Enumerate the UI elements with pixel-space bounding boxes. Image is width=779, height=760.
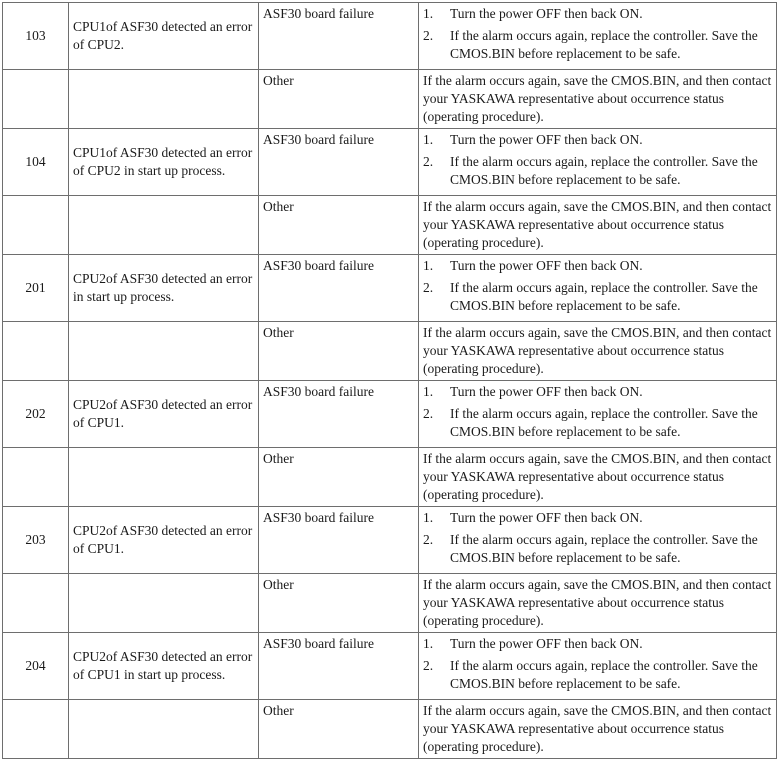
alarm-cause: Other: [259, 574, 419, 633]
step-number: 1.: [423, 132, 434, 147]
table-row: [3, 507, 777, 574]
empty-cell: [69, 448, 259, 507]
alarm-cause: ASF30 board failure: [259, 3, 419, 70]
remedy-step: [423, 5, 772, 23]
table-row: [3, 448, 777, 507]
table-row: [3, 322, 777, 381]
remedy-step: [423, 257, 772, 275]
alarm-remedy: If the alarm occurs again, save the CMOS.BIN, and then contact your YASKAWA representative about occurrence status (operating procedure).: [419, 196, 777, 255]
empty-cell: [3, 70, 69, 129]
table-row: [3, 700, 777, 759]
alarm-remedy: If the alarm occurs again, save the CMOS.BIN, and then contact your YASKAWA representative about occurrence status (operating procedure).: [419, 700, 777, 759]
remedy-step: [423, 383, 772, 401]
step-text: Turn the power OFF then back ON.: [450, 636, 643, 651]
alarm-cause: ASF30 board failure: [259, 129, 419, 196]
remedy-step: [423, 153, 772, 189]
remedy-step: [423, 531, 772, 567]
step-number: 1.: [423, 510, 434, 525]
remedy-steps: [423, 5, 772, 63]
empty-cell: [69, 70, 259, 129]
alarm-remedy: [419, 129, 777, 196]
alarm-remedy: [419, 633, 777, 700]
step-text: Turn the power OFF then back ON.: [450, 258, 643, 273]
alarm-code: 204: [3, 633, 69, 700]
alarm-remedy: If the alarm occurs again, save the CMOS.BIN, and then contact your YASKAWA representative about occurrence status (operating procedure).: [419, 448, 777, 507]
step-text: If the alarm occurs again, replace the controller. Save the CMOS.BIN before replacement to be safe.: [450, 532, 758, 565]
step-text: If the alarm occurs again, replace the controller. Save the CMOS.BIN before replacement to be safe.: [450, 658, 758, 691]
alarm-description: CPU1of ASF30 detected an error of CPU2.: [69, 3, 259, 70]
alarm-remedy: If the alarm occurs again, save the CMOS.BIN, and then contact your YASKAWA representative about occurrence status (operating procedure).: [419, 322, 777, 381]
table-row: [3, 3, 777, 70]
step-number: 2.: [423, 406, 434, 421]
remedy-step: [423, 131, 772, 149]
alarm-table: [2, 2, 777, 759]
empty-cell: [3, 700, 69, 759]
step-number: 1.: [423, 6, 434, 21]
alarm-cause: ASF30 board failure: [259, 633, 419, 700]
remedy-steps: [423, 383, 772, 441]
step-text: Turn the power OFF then back ON.: [450, 384, 643, 399]
alarm-remedy: [419, 3, 777, 70]
step-number: 2.: [423, 280, 434, 295]
step-text: If the alarm occurs again, replace the controller. Save the CMOS.BIN before replacement to be safe.: [450, 280, 758, 313]
alarm-cause: ASF30 board failure: [259, 255, 419, 322]
alarm-remedy: [419, 381, 777, 448]
step-number: 2.: [423, 28, 434, 43]
remedy-steps: [423, 509, 772, 567]
alarm-description: CPU2of ASF30 detected an error of CPU1 in start up process.: [69, 633, 259, 700]
empty-cell: [3, 196, 69, 255]
empty-cell: [69, 700, 259, 759]
empty-cell: [3, 322, 69, 381]
alarm-cause: Other: [259, 322, 419, 381]
empty-cell: [3, 574, 69, 633]
step-number: 1.: [423, 636, 434, 651]
alarm-remedy: [419, 255, 777, 322]
alarm-code: 202: [3, 381, 69, 448]
empty-cell: [69, 196, 259, 255]
empty-cell: [3, 448, 69, 507]
step-number: 2.: [423, 154, 434, 169]
step-number: 1.: [423, 258, 434, 273]
alarm-code: 104: [3, 129, 69, 196]
alarm-description: CPU2of ASF30 detected an error in start up process.: [69, 255, 259, 322]
table-row: [3, 574, 777, 633]
remedy-step: [423, 657, 772, 693]
table-row: [3, 196, 777, 255]
table-row: [3, 70, 777, 129]
step-number: 2.: [423, 658, 434, 673]
alarm-remedy: [419, 507, 777, 574]
remedy-step: [423, 635, 772, 653]
table-row: [3, 255, 777, 322]
step-text: If the alarm occurs again, replace the controller. Save the CMOS.BIN before replacement to be safe.: [450, 406, 758, 439]
step-text: Turn the power OFF then back ON.: [450, 6, 643, 21]
alarm-cause: Other: [259, 196, 419, 255]
step-text: Turn the power OFF then back ON.: [450, 510, 643, 525]
alarm-cause: Other: [259, 700, 419, 759]
alarm-cause: ASF30 board failure: [259, 507, 419, 574]
alarm-description: CPU2of ASF30 detected an error of CPU1.: [69, 507, 259, 574]
empty-cell: [69, 574, 259, 633]
remedy-step: [423, 509, 772, 527]
alarm-code: 103: [3, 3, 69, 70]
remedy-step: [423, 279, 772, 315]
alarm-description: CPU2of ASF30 detected an error of CPU1.: [69, 381, 259, 448]
alarm-code: 203: [3, 507, 69, 574]
remedy-step: [423, 405, 772, 441]
remedy-steps: [423, 257, 772, 315]
remedy-steps: [423, 131, 772, 189]
remedy-steps: [423, 635, 772, 693]
alarm-cause: ASF30 board failure: [259, 381, 419, 448]
alarm-cause: Other: [259, 448, 419, 507]
remedy-step: [423, 27, 772, 63]
table-row: [3, 381, 777, 448]
empty-cell: [69, 322, 259, 381]
table-row: [3, 129, 777, 196]
step-number: 1.: [423, 384, 434, 399]
step-number: 2.: [423, 532, 434, 547]
step-text: If the alarm occurs again, replace the controller. Save the CMOS.BIN before replacement to be safe.: [450, 28, 758, 61]
alarm-description: CPU1of ASF30 detected an error of CPU2 in start up process.: [69, 129, 259, 196]
alarm-code: 201: [3, 255, 69, 322]
table-row: [3, 633, 777, 700]
step-text: If the alarm occurs again, replace the controller. Save the CMOS.BIN before replacement to be safe.: [450, 154, 758, 187]
step-text: Turn the power OFF then back ON.: [450, 132, 643, 147]
alarm-cause: Other: [259, 70, 419, 129]
alarm-table-body: [3, 3, 777, 759]
alarm-remedy: If the alarm occurs again, save the CMOS.BIN, and then contact your YASKAWA representative about occurrence status (operating procedure).: [419, 574, 777, 633]
alarm-remedy: If the alarm occurs again, save the CMOS.BIN, and then contact your YASKAWA representative about occurrence status (operating procedure).: [419, 70, 777, 129]
